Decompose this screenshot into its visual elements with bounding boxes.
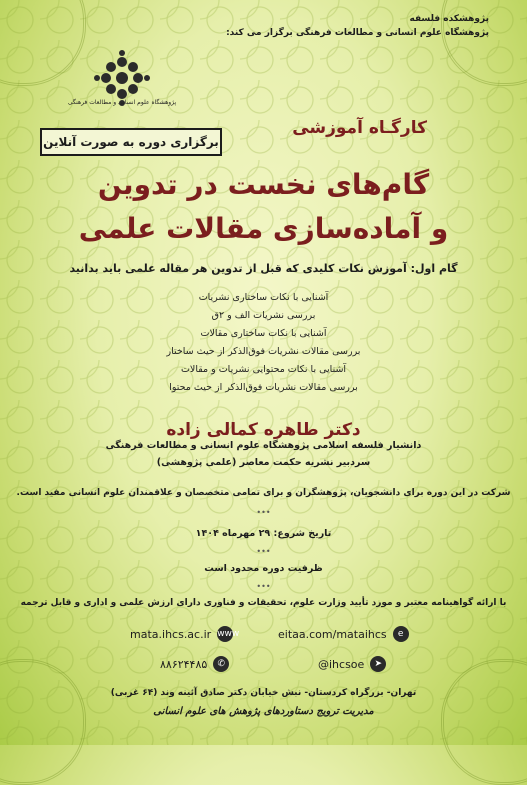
certificate-text: با ارائه گواهینامه معتبر و مورد تأیید وزارت علوم، تحقیقات و فناوری دارای ارزش علمی و اداری و قابل ترجمه: [20, 598, 507, 608]
eitaa-icon: e: [393, 626, 409, 642]
separator-dots: •••: [256, 508, 271, 517]
logo-caption: پژوهشگاه علوم انسانی و مطالعات فرهنگی: [67, 99, 177, 106]
eitaa-link[interactable]: eitaa.com/mataihcs: [278, 627, 387, 641]
address-text: تهران- بزرگراه کردستان- نبش خیابان دکتر صادق آئینه وند (۶۴ غربی): [110, 688, 417, 698]
online-badge: برگزاری دوره به صورت آنلاین: [40, 128, 222, 156]
capacity-text: ظرفیت دوره محدود است: [204, 563, 323, 574]
instructor-title-1: دانشیار فلسفه اسلامی پژوهشگاه علوم انسانی و مطالعات فرهنگی: [105, 440, 422, 451]
telegram-icon: ➤: [370, 656, 386, 672]
start-date: تاریخ شروع: ۲۹ مهرماه ۱۴۰۴: [195, 528, 332, 539]
topic-item: بررسی مقالات نشریات فوق‌الذکر از حیث محتوا: [169, 382, 358, 393]
ornament-corner: [441, 659, 527, 785]
eitaa-contact[interactable]: [278, 626, 409, 642]
instructor-title-2: سردبیر نشریه حکمت معاصر (علمی پژوهشی): [156, 457, 371, 468]
title-line-1: گام‌های نخست در تدوین: [97, 168, 430, 201]
ornament-corner: [0, 659, 86, 785]
telegram-handle[interactable]: @ihcsoe: [318, 657, 365, 671]
globe-icon: www: [217, 626, 233, 642]
telegram-contact[interactable]: [318, 656, 386, 672]
phone-contact[interactable]: [160, 656, 229, 672]
separator-dots: •••: [256, 547, 271, 556]
instructor-name: دکتر طاهره کمالی زاده: [166, 420, 361, 440]
org-line-1: پژوهشکده فلسفه: [409, 14, 489, 24]
ornament-corner: [0, 0, 86, 86]
topic-item: بررسی مقالات نشریات فوق‌الذکر از حیث ساختار: [166, 346, 361, 357]
workshop-label: کارگـاه آموزشی: [292, 118, 427, 138]
footer-text: مدیریت ترویج دستاوردهای پژوهش های علوم انسانی: [153, 706, 374, 717]
website-contact[interactable]: [130, 626, 240, 642]
audience-text: شرکت در این دوره برای دانشجویان، پژوهشگران و برای تمامی متخصصان و علاقمندان علوم انسانی مفید است.: [16, 488, 511, 498]
ornament-corner: [441, 0, 527, 86]
separator-dots: •••: [256, 582, 271, 591]
website-link[interactable]: mata.ihcs.ac.ir: [130, 627, 212, 641]
org-line-2: پژوهشگاه علوم انسانی و مطالعات فرهنگی برگزار می کند:: [226, 28, 489, 38]
phone-number[interactable]: ۸۸۶۲۴۴۸۵: [160, 657, 208, 671]
topic-item: آشنایی با نکات محتوایی نشریات و مقالات: [180, 364, 347, 375]
topic-item: بررسی نشریات الف و ۲ق: [211, 310, 316, 321]
topic-item: آشنایی با نکات ساختاری نشریات: [198, 292, 329, 303]
title-line-2: و آماده‌سازی مقالات علمی: [78, 212, 449, 245]
topic-item: آشنایی با نکات ساختاری مقالات: [200, 328, 327, 339]
step-heading: گام اول: آموزش نکات کلیدی که قبل از تدوین هر مقاله علمی باید بدانید: [69, 262, 458, 275]
phone-icon: ✆: [213, 656, 229, 672]
